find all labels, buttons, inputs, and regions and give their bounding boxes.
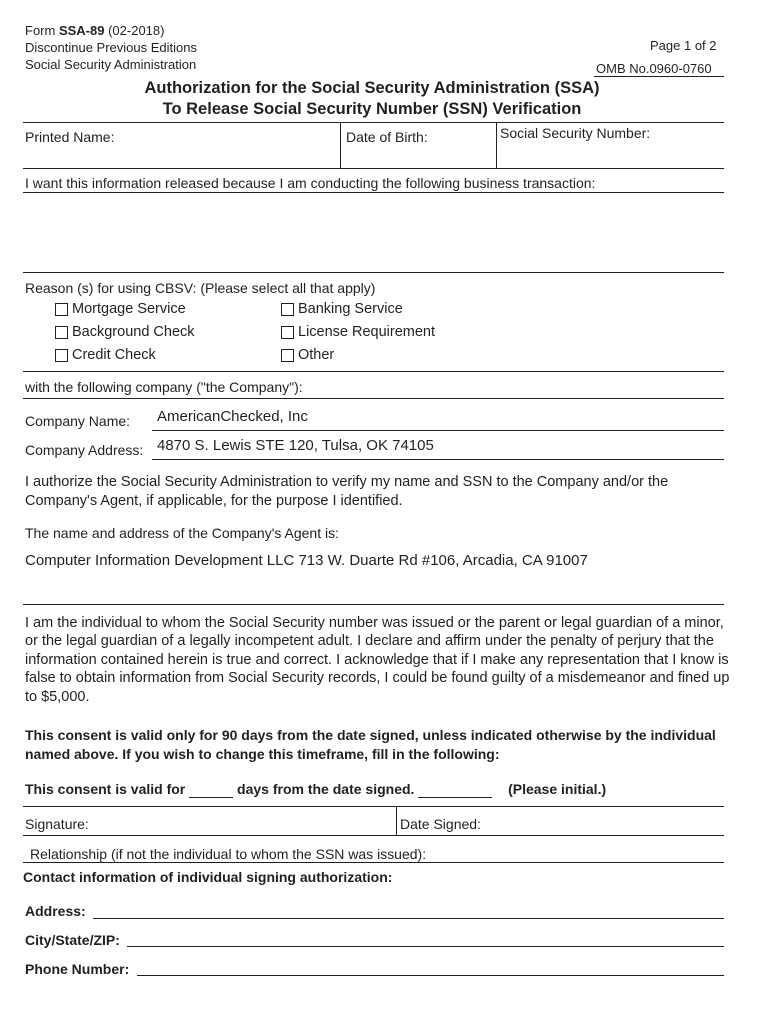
authorization-text: I authorize the Social Security Administration to verify my name and SSN to the Company and/or the Company's Agent, if applicable, for the purpose I identified. — [25, 474, 669, 509]
transaction-label: I want this information released because I am conducting the following business transaction: — [25, 175, 596, 191]
relationship-label: Relationship (if not the individual to whom the SSN was issued): — [30, 846, 427, 862]
address-label: Address: — [25, 903, 86, 919]
address-field[interactable] — [93, 918, 724, 919]
ssn-label: Social Security Number: — [500, 125, 651, 141]
checkbox-other[interactable]: Other — [281, 346, 334, 364]
date-of-birth-label: Date of Birth: — [346, 129, 428, 145]
reasons-heading: Reason (s) for using CBSV: (Please select all that apply) — [25, 280, 376, 296]
signature-label: Signature: — [25, 816, 89, 832]
city-state-zip-field[interactable] — [127, 946, 724, 947]
company-name-label: Company Name: — [25, 413, 131, 429]
contact-heading: Contact information of individual signing authorization: — [23, 869, 393, 885]
date-signed-label: Date Signed: — [400, 816, 481, 832]
agency-name: Social Security Administration — [25, 57, 197, 72]
discontinue-notice: Discontinue Previous Editions — [25, 40, 197, 55]
form-number: Form SSA-89 (02-2018) — [25, 23, 165, 38]
consent-notice: This consent is valid only for 90 days from the date signed, unless indicated otherwise by the individual named above. If you wish to change this timeframe, fill in the following: — [25, 727, 716, 762]
company-name-value[interactable]: AmericanChecked, Inc — [157, 408, 308, 425]
phone-number-label: Phone Number: — [25, 961, 130, 977]
checkbox-banking-service[interactable]: Banking Service — [281, 300, 403, 318]
consent-initial-field[interactable] — [418, 784, 492, 798]
consent-days-field[interactable] — [189, 784, 233, 798]
checkbox-license-requirement[interactable]: License Requirement — [281, 323, 435, 341]
omb-number: OMB No.0960-0760 — [596, 61, 712, 76]
company-intro: with the following company ("the Company"): — [25, 379, 303, 395]
declaration-text: I am the individual to whom the Social Security number was issued or the parent or legal guardian of a minor, or the legal guardian of a legally incompetent adult. I declare and affirm under the penalty of perjury that the information contained herein is true and correct. I acknowledge that if I make any representation that I know is false to obtain information from Social Security records, I could be found guilty of a misdemeanor and fined up to $5,000. — [25, 615, 730, 705]
agent-label: The name and address of the Company's Agent is: — [25, 525, 339, 541]
checkbox-mortgage-service[interactable]: Mortgage Service — [55, 300, 186, 318]
form-title-line-1: Authorization for the Social Security Administration (SSA) — [144, 79, 600, 97]
phone-number-field[interactable] — [137, 975, 724, 976]
city-state-zip-label: City/State/ZIP: — [25, 932, 120, 948]
printed-name-label: Printed Name: — [25, 129, 115, 145]
company-address-label: Company Address: — [25, 442, 144, 458]
company-address-value[interactable]: 4870 S. Lewis STE 120, Tulsa, OK 74105 — [157, 437, 434, 454]
consent-timeframe: This consent is valid for days from the date signed. (Please initial.) — [25, 781, 607, 797]
checkbox-background-check[interactable]: Background Check — [55, 323, 195, 341]
agent-value[interactable]: Computer Information Development LLC 713 W. Duarte Rd #106, Arcadia, CA 91007 — [25, 552, 588, 569]
page-number: Page 1 of 2 — [650, 38, 717, 53]
checkbox-credit-check[interactable]: Credit Check — [55, 346, 156, 364]
form-title-line-2: To Release Social Security Number (SSN) Verification — [162, 100, 582, 118]
